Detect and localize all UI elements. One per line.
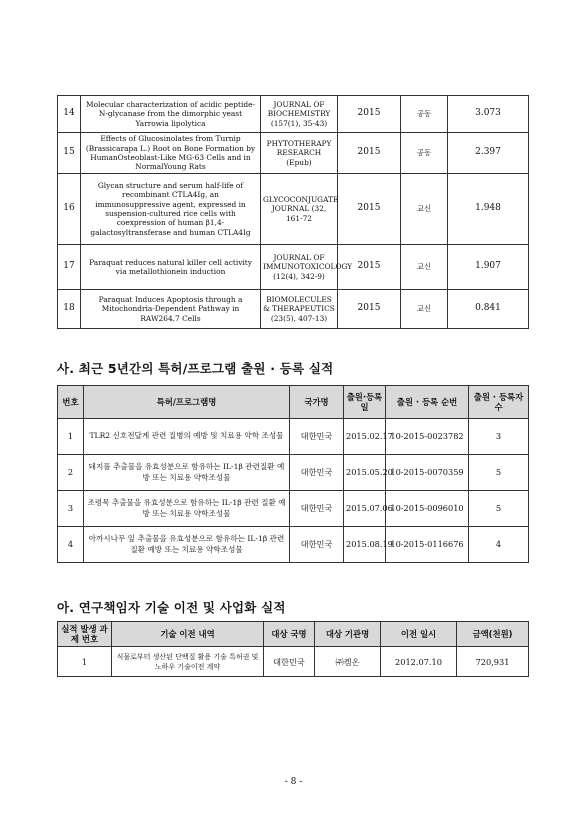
- publication-role: 교신: [401, 245, 448, 290]
- publication-role: 교신: [401, 290, 448, 329]
- tech-transfer-section-title: 아. 연구책임자 기술 이전 및 사업화 실적: [57, 600, 286, 615]
- tech-column-header: 실적 발생 과제 번호: [58, 622, 112, 647]
- publication-role: 교신: [401, 174, 448, 245]
- publication-number: 18: [58, 290, 81, 329]
- tech-target-country: 대한민국: [264, 647, 315, 677]
- publication-journal: BIOMOLECULES & THERAPEUTICS (23(5), 407-13): [261, 290, 338, 329]
- tech-project-number: 1: [58, 647, 112, 677]
- patent-row: [58, 527, 529, 563]
- patent-name: 돼지풀 추출물을 유효성분으로 함유하는 IL-1β 관련질환 예방 또는 치료용 약학조성물: [84, 455, 290, 491]
- publication-impact: 0.841: [448, 290, 529, 329]
- publication-year: 2015: [338, 245, 401, 290]
- publication-number: 17: [58, 245, 81, 290]
- patent-row: [58, 491, 529, 527]
- tech-target-organization: ㈜켐온: [315, 647, 381, 677]
- tech-transfer-row: [58, 647, 529, 677]
- tech-column-header: 대상 기관명: [315, 622, 381, 647]
- patent-row: [58, 455, 529, 491]
- publication-row: [58, 96, 529, 133]
- publication-year: 2015: [338, 174, 401, 245]
- publication-title: Paraquat Induces Apoptosis through a Mitochondria-Dependent Pathway in RAW264.7 Cells: [81, 290, 261, 329]
- patent-number: 2: [58, 455, 84, 491]
- patent-column-header: 출원 · 등록자 수: [469, 386, 529, 419]
- tech-column-header: 기술 이전 내역: [112, 622, 264, 647]
- tech-transfer-table: [57, 621, 529, 677]
- patent-serial: 10-2015-0023782: [386, 419, 469, 455]
- publication-number: 15: [58, 133, 81, 174]
- publication-impact: 3.073: [448, 96, 529, 133]
- patent-name: 조령목 추출물을 유효성분으로 함유하는 IL-1β 관련 질환 예방 또는 치료용 약학조성물: [84, 491, 290, 527]
- patent-number: 3: [58, 491, 84, 527]
- publication-year: 2015: [338, 290, 401, 329]
- patent-date: 2015.05.20: [344, 455, 386, 491]
- publication-row: [58, 245, 529, 290]
- publication-journal: GLYCOCONJUGATE JOURNAL (32, 161-72: [261, 174, 338, 245]
- patent-country: 대한민국: [290, 455, 344, 491]
- patent-country: 대한민국: [290, 491, 344, 527]
- patent-date: 2015.07.06: [344, 491, 386, 527]
- publication-title: Paraquat reduces natural killer cell activity via metallothionein induction: [81, 245, 261, 290]
- patent-applicant-count: 5: [469, 455, 529, 491]
- patent-column-header: 출원·등록일: [344, 386, 386, 419]
- patent-column-header: 국가명: [290, 386, 344, 419]
- patent-applicant-count: 3: [469, 419, 529, 455]
- publication-year: 2015: [338, 96, 401, 133]
- patent-country: 대한민국: [290, 527, 344, 563]
- publication-title: Effects of Glucosinolates from Turnip (Brassicarapa L.) Root on Bone Formation by HumanOsteoblast-Like MG-63 Cells and in NormalYoung Rats: [81, 133, 261, 174]
- patent-name: 아까시나무 잎 추출물을 유효성분으로 함유하는 IL-1β 관련 질환 예방 또는 치료용 약학조성물: [84, 527, 290, 563]
- publication-impact: 2.397: [448, 133, 529, 174]
- publication-number: 16: [58, 174, 81, 245]
- patent-country: 대한민국: [290, 419, 344, 455]
- patent-table: [57, 385, 529, 563]
- tech-column-header: 이전 일시: [381, 622, 457, 647]
- tech-transfer-description: 식물로부터 생산된 단백질 활용 기술 특허권 및 노하우 기술이전 계약: [112, 647, 264, 677]
- publication-journal: PHYTOTHERAPY RESEARCH (Epub): [261, 133, 338, 174]
- publication-impact: 1.907: [448, 245, 529, 290]
- publication-journal: JOURNAL OF IMMUNOTOXICOLOGY (12(4), 342-9): [261, 245, 338, 290]
- publication-title: Molecular characterization of acidic peptide-N-glycanase from the dimorphic yeast Yarrowia lipolytica: [81, 96, 261, 133]
- publication-row: [58, 133, 529, 174]
- patent-applicant-count: 4: [469, 527, 529, 563]
- tech-column-header: 대상 국명: [264, 622, 315, 647]
- publication-number: 14: [58, 96, 81, 133]
- tech-transfer-date: 2012.07.10: [381, 647, 457, 677]
- page-number: - 8 -: [284, 777, 303, 787]
- patent-number: 4: [58, 527, 84, 563]
- patent-serial: 10-2015-0070359: [386, 455, 469, 491]
- publication-journal: JOURNAL OF BIOCHEMISTRY (157(1), 35-43): [261, 96, 338, 133]
- patent-row: [58, 419, 529, 455]
- patent-serial: 10-2015-0116676: [386, 527, 469, 563]
- publication-role: 공동: [401, 133, 448, 174]
- publication-table: [57, 95, 529, 329]
- publication-role: 공동: [401, 96, 448, 133]
- tech-column-header: 금액(천원): [457, 622, 529, 647]
- patent-date: 2015.08.19: [344, 527, 386, 563]
- patent-date: 2015.02.17: [344, 419, 386, 455]
- patent-number: 1: [58, 419, 84, 455]
- publication-title: Glycan structure and serum half-life of recombinant CTLA4Ig, an immunosuppressive agent, expressed in suspension-cultured rice cells with coexpression of human β1,4-galactosyltransferase and human CTLA4Ig: [81, 174, 261, 245]
- patent-name: TLR2 신호전달계 관련 질병의 예방 및 치료용 약학 조성물: [84, 419, 290, 455]
- patent-serial: 10-2015-0096010: [386, 491, 469, 527]
- publication-row: [58, 290, 529, 329]
- patent-column-header: 출원 · 등록 순번: [386, 386, 469, 419]
- tech-transfer-amount: 720,931: [457, 647, 529, 677]
- patent-applicant-count: 5: [469, 491, 529, 527]
- publication-year: 2015: [338, 133, 401, 174]
- patent-section-title: 사. 최근 5년간의 특허/프로그램 출원 · 등록 실적: [57, 361, 334, 376]
- patent-column-header: 번호: [58, 386, 84, 419]
- publication-row: [58, 174, 529, 245]
- publication-impact: 1.948: [448, 174, 529, 245]
- patent-column-header: 특허/프로그램명: [84, 386, 290, 419]
